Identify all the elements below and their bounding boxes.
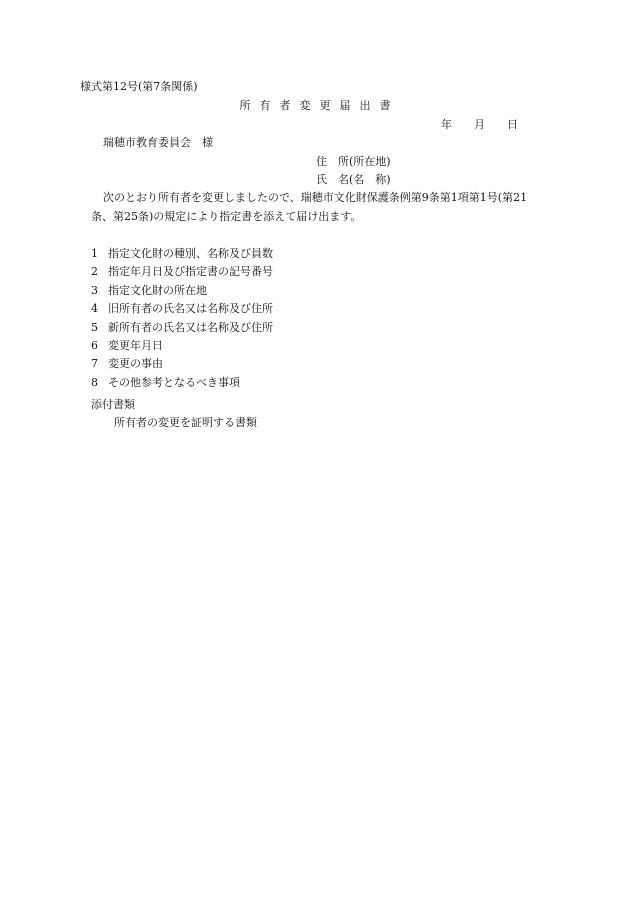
item-text: 指定文化財の所在地 — [108, 283, 207, 297]
list-item — [91, 357, 273, 375]
attachment-item: 所有者の変更を証明する書類 — [114, 416, 257, 429]
list-item — [91, 302, 273, 320]
attachments-heading: 添付書類 — [91, 398, 135, 411]
item-text: 変更の事由 — [108, 357, 163, 371]
list-item — [91, 339, 273, 357]
item-text: 新所有者の氏名又は名称及び住所 — [108, 320, 273, 334]
date-month-label: 月 — [474, 118, 485, 131]
item-number: 6 — [91, 338, 98, 352]
item-number: 5 — [91, 320, 98, 334]
list-item — [91, 284, 273, 302]
addressee: 瑞穂市教育委員会 様 — [103, 136, 213, 149]
address-label: 住 所(所在地) — [316, 155, 391, 168]
item-text: 指定年月日及び指定書の記号番号 — [108, 265, 273, 279]
item-text: 旧所有者の氏名又は名称及び住所 — [108, 302, 273, 316]
item-text: 変更年月日 — [108, 338, 163, 352]
item-number: 4 — [91, 302, 98, 316]
item-list — [91, 247, 273, 394]
date-year-label: 年 — [441, 118, 452, 131]
list-item — [91, 247, 273, 265]
body-text-line-2: 条、第25条)の規定により指定書を添えて届け出ます。 — [91, 210, 362, 223]
form-number: 様式第12号(第7条関係) — [80, 80, 198, 93]
item-number: 7 — [91, 357, 98, 371]
item-number: 1 — [91, 247, 98, 260]
item-text: その他参考となるべき事項 — [108, 375, 240, 389]
item-number: 3 — [91, 283, 98, 297]
item-text: 指定文化財の種別、名称及び員数 — [108, 247, 273, 260]
body-text-line-1: 次のとおり所有者を変更しましたので、瑞穂市文化財保護条例第9条第1項第1号(第21 — [103, 191, 528, 204]
list-item — [91, 265, 273, 283]
date-line — [441, 118, 518, 132]
item-number: 2 — [91, 265, 98, 279]
date-day-label: 日 — [507, 118, 518, 131]
list-item — [91, 376, 273, 394]
name-label: 氏 名(名 称) — [316, 173, 391, 186]
list-item — [91, 321, 273, 339]
item-number: 8 — [91, 375, 98, 389]
document-title: 所有者変更届出書 — [239, 99, 400, 112]
